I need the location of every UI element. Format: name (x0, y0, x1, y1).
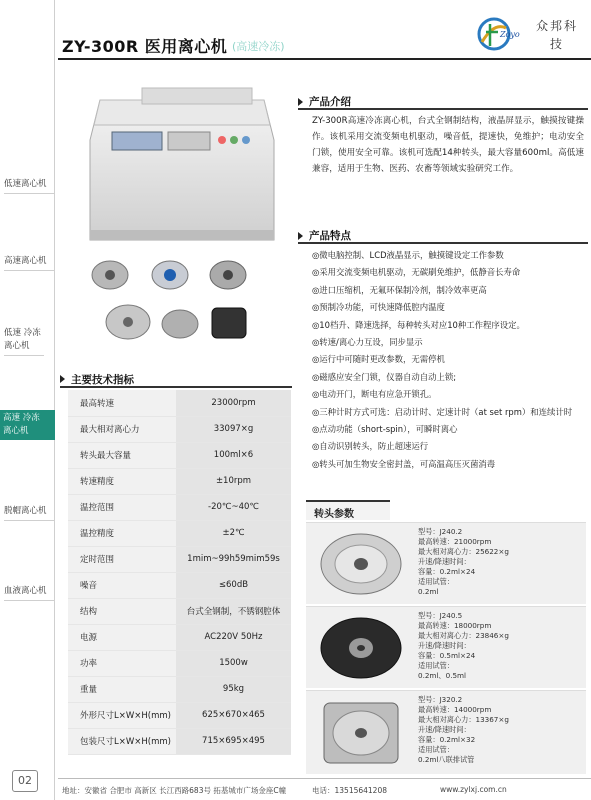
feature-item: ◎磁感应安全门锁，仪器自动自动上锁; (312, 371, 457, 382)
rotor-specs (418, 527, 509, 597)
table-row (68, 728, 291, 754)
spec-value: 33097×g (176, 416, 291, 442)
feature-item: ◎预制冷功能，可快速降低腔内温度 (312, 302, 445, 313)
rotor-line: 升速/降速时间： (418, 641, 471, 650)
footer-url[interactable]: www.zylxj.com.cn (440, 785, 507, 794)
spec-key: 温控范围 (68, 494, 176, 520)
table-row (68, 598, 291, 624)
footer-phone: 电话：13515641208 (312, 786, 387, 795)
rotor-specs (418, 611, 509, 681)
rotor-line: 0.2ml (418, 587, 439, 596)
rotor-line: 0.2ml、0.5ml (418, 671, 467, 680)
sidebar (0, 0, 55, 800)
rotor-line: 最高转速：21000rpm (418, 537, 492, 546)
rotor-accessories-row2 (100, 300, 250, 345)
sidebar-item-high-speed[interactable] (4, 255, 54, 271)
page-title: ZY-300R 医用离心机 (62, 37, 228, 56)
spec-value: ±2℃ (176, 520, 291, 546)
rotor-line: 适用试管： (418, 661, 454, 670)
table-row (68, 572, 291, 598)
table-row (68, 624, 291, 650)
spec-key: 噪音 (68, 572, 176, 598)
spec-key: 定时范围 (68, 546, 176, 572)
feature-item: ◎点动功能（short-spin），可瞬时离心 (312, 424, 458, 435)
sidebar-item-label: 血液离心机 (4, 586, 47, 596)
features-heading-text: 产品特点 (309, 230, 351, 242)
spec-key: 结构 (68, 598, 176, 624)
spec-key: 功率 (68, 650, 176, 676)
feature-item: ◎自动识别转头，防止超速运行 (312, 441, 429, 452)
rotor-heading: 转头参数 (306, 500, 390, 520)
sidebar-item-label: 低速离心机 (4, 179, 47, 189)
spec-key: 转速精度 (68, 468, 176, 494)
feature-item: ◎电动开门，断电有应急开锁孔。 (312, 389, 437, 400)
rotor-accessories-row1 (88, 255, 248, 295)
specs-table (68, 390, 291, 755)
rotor-card (306, 522, 586, 604)
page-number: 02 (12, 770, 38, 792)
table-row (68, 468, 291, 494)
rotor-j320-2-image (314, 697, 408, 769)
table-row (68, 390, 291, 416)
specs-heading (60, 372, 134, 387)
footer-address: 地址：安徽省 合肥市 高新区 长江西路683号 拓基城市广场金座C幢 (62, 786, 287, 795)
rotor-line: 最大相对离心力：25622×g (418, 547, 509, 556)
spec-key: 最大相对离心力 (68, 416, 176, 442)
feature-item: ◎采用交流变频电机驱动，无碳刷免维护，低静音长寿命 (312, 267, 521, 278)
sidebar-item-label: 高速 冷冻离心机 (3, 413, 40, 436)
rotor-line: 容量：0.2ml×24 (418, 567, 476, 576)
table-row (68, 702, 291, 728)
spec-value: ≤60dB (176, 572, 291, 598)
rotor-j240-5-image (314, 613, 408, 683)
features-divider (298, 242, 588, 244)
spec-value: 625×670×465 (176, 702, 291, 728)
features-heading (298, 228, 351, 243)
spec-key: 温控精度 (68, 520, 176, 546)
rotor-line: 适用试管： (418, 745, 454, 754)
specs-heading-text: 主要技术指标 (71, 374, 134, 386)
spec-value: 台式全钢制，不锈钢腔体 (176, 598, 291, 624)
sidebar-item-label: 脱帽离心机 (4, 506, 47, 516)
spec-key: 外形尺寸L×W×H(mm) (68, 702, 176, 728)
spec-key: 包装尺寸L×W×H(mm) (68, 728, 176, 754)
feature-item: ◎10档升、降速选择，每种转头对应10种工作程序设定。 (312, 319, 525, 330)
sidebar-item-low-speed-refrigerated[interactable] (4, 327, 44, 356)
sidebar-item-decapping[interactable] (4, 505, 54, 521)
spec-key: 最高转速 (68, 390, 176, 416)
table-row (68, 442, 291, 468)
table-row (68, 416, 291, 442)
sidebar-item-high-speed-refrigerated[interactable] (0, 410, 55, 440)
footer-divider (58, 778, 591, 779)
specs-divider (60, 386, 292, 388)
feature-item: ◎三种计时方式可选：启动计时、定速计时（at set rpm）和连续计时 (312, 406, 573, 417)
triangle-bullet-icon (60, 375, 65, 383)
triangle-bullet-icon (298, 232, 303, 240)
header-divider (58, 58, 591, 60)
spec-value: 1mim~99h59mim59s (176, 546, 291, 572)
spec-value: -20℃~40℃ (176, 494, 291, 520)
rotor-line: 最大相对离心力：23846×g (418, 631, 509, 640)
table-row (68, 494, 291, 520)
rotor-line: 型号：J240.5 (418, 611, 463, 620)
sidebar-item-blood[interactable] (4, 585, 54, 601)
sidebar-item-low-speed[interactable] (4, 178, 54, 194)
table-row (68, 650, 291, 676)
rotor-line: 升速/降速时间： (418, 557, 471, 566)
rotor-line: 最高转速：18000rpm (418, 621, 492, 630)
rotor-specs (418, 695, 509, 765)
spec-key: 电源 (68, 624, 176, 650)
triangle-bullet-icon (298, 98, 303, 106)
rotor-line: 容量：0.2ml×32 (418, 735, 476, 744)
rotor-line: 最大相对离心力：13367×g (418, 715, 509, 724)
rotor-card (306, 606, 586, 688)
page-subtitle: (高速冷冻) (232, 40, 285, 53)
spec-value: AC220V 50Hz (176, 624, 291, 650)
feature-item: ◎微电脑控制、LCD液晶显示，触摸键设定工作参数 (312, 250, 504, 260)
rotor-j240-2-image (314, 529, 408, 599)
spec-value: 1500w (176, 650, 291, 676)
feature-item: ◎进口压缩机，无氟环保制冷剂，制冷效率更高 (312, 284, 487, 295)
centrifuge-image (82, 80, 282, 250)
spec-key: 重量 (68, 676, 176, 702)
spec-key: 转头最大容量 (68, 442, 176, 468)
table-row (68, 546, 291, 572)
intro-paragraph: ZY-300R高速冷冻离心机，台式全钢制结构，液晶屏显示，触摸按键操作。该机采用交流变频电机驱动，噪音低，提速快，免维护；电动安全门锁，使用安全可靠。该机可选配14种转头，最大容量600ml。高低速兼容，适用于生物、医药、农畜等领域实验研究工作。 (312, 116, 584, 174)
rotor-line: 适用试管： (418, 577, 454, 586)
spec-value: 23000rpm (176, 390, 291, 416)
rotor-line: 升速/降速时间： (418, 725, 471, 734)
brand-text: 众邦科技 (535, 19, 578, 51)
spec-value: 100ml×6 (176, 442, 291, 468)
rotor-line: 最高转速：14000rpm (418, 705, 492, 714)
rotor-line: 型号：J240.2 (418, 527, 463, 536)
sidebar-item-label: 高速离心机 (4, 256, 47, 266)
spec-value: 715×695×495 (176, 728, 291, 754)
rotor-line: 容量：0.5ml×24 (418, 651, 476, 660)
table-row (68, 520, 291, 546)
table-row (68, 676, 291, 702)
spec-value: ±10rpm (176, 468, 291, 494)
feature-item: ◎转速/离心力互设，同步显示 (312, 337, 423, 348)
logo-text: Zoyo (500, 30, 520, 39)
spec-value: 95kg (176, 676, 291, 702)
rotor-line: 0.2ml八联排试管 (418, 755, 475, 764)
rotor-card (306, 690, 586, 774)
intro-divider (298, 108, 588, 110)
feature-item: ◎转头可加生物安全密封盖，可高温高压灭菌消毒 (312, 458, 496, 469)
sidebar-item-label: 低速 冷冻离心机 (4, 328, 41, 351)
rotor-line: 型号：J320.2 (418, 695, 463, 704)
intro-heading-text: 产品介绍 (309, 96, 351, 108)
features-list (312, 247, 587, 473)
intro-heading (298, 94, 351, 109)
feature-item: ◎运行中可随时更改参数，无需停机 (312, 354, 445, 365)
